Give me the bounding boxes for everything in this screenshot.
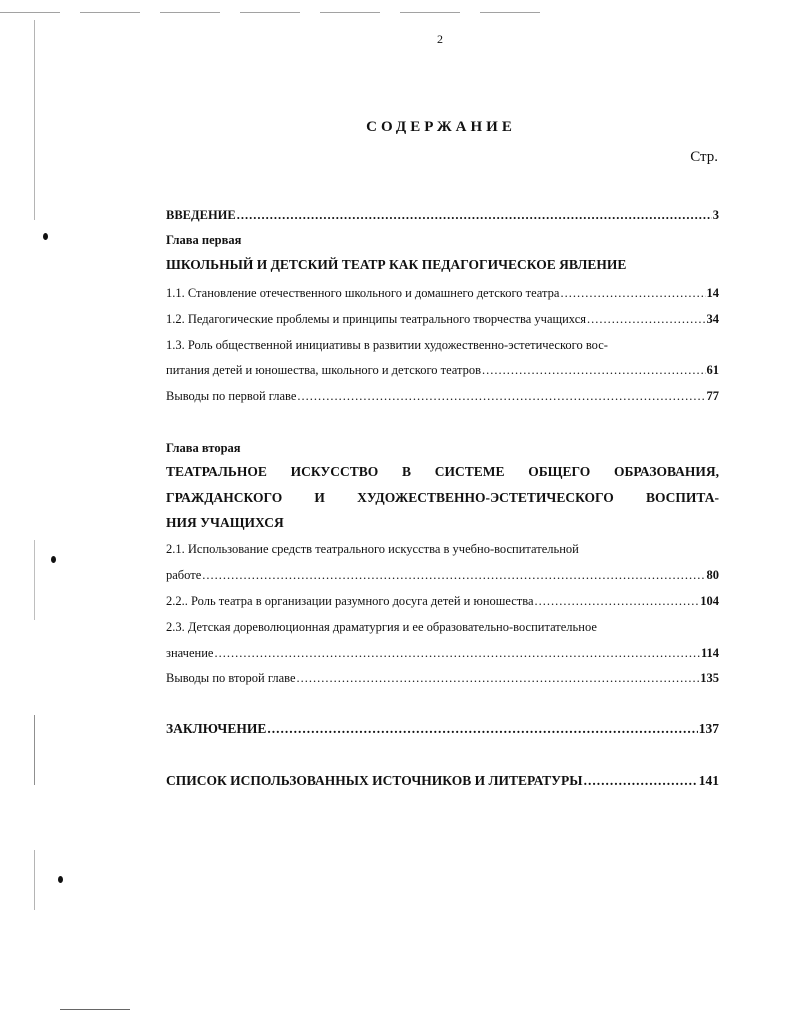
margin-line bbox=[34, 540, 35, 620]
margin-mark bbox=[58, 876, 63, 883]
page-number: 2 bbox=[437, 32, 443, 46]
chapter-label: Глава первая bbox=[166, 233, 242, 247]
dot-leader bbox=[297, 669, 700, 687]
chapter-title-line: ТЕАТРАЛЬНОЕ ИСКУССТВО В СИСТЕМЕ ОБЩЕГО ОБРАЗОВАНИЯ, bbox=[166, 464, 719, 479]
toc-entry-line: 1.3. Роль общественной инициативы в развитии художественно-эстетического вос- bbox=[166, 338, 608, 352]
scan-artifact-top bbox=[0, 12, 560, 13]
toc-entry[interactable]: 2.2.. Роль театра в организации разумного досуга детей и юношества ..... 104 bbox=[166, 592, 719, 610]
chapter-title: ШКОЛЬНЫЙ И ДЕТСКИЙ ТЕАТР КАК ПЕДАГОГИЧЕСКОЕ ЯВЛЕНИЕ bbox=[166, 257, 627, 272]
dot-leader bbox=[202, 566, 705, 584]
toc-entry[interactable]: 1.1. Становление отечественного школьного и домашнего детского театра ..... 14 bbox=[166, 284, 719, 302]
toc-entry-bibliography[interactable]: СПИСОК ИСПОЛЬЗОВАННЫХ ИСТОЧНИКОВ И ЛИТЕРАТУРЫ ..... 141 bbox=[166, 772, 719, 790]
margin-mark bbox=[51, 556, 56, 563]
toc-entry[interactable]: работе ..... 80 bbox=[166, 566, 719, 584]
toc-entry[interactable]: 1.2. Педагогические проблемы и принципы театрального творчества учащихся ..... 34 bbox=[166, 310, 719, 328]
toc-entry-intro[interactable]: ВВЕДЕНИЕ ..... 3 bbox=[166, 206, 719, 224]
toc-entry-line: 2.3. Детская дореволюционная драматургия и ее образовательно-воспитательное bbox=[166, 620, 597, 634]
toc-entry-line: 2.1. Использование средств театрального искусства в учебно-воспитательной bbox=[166, 542, 579, 556]
dot-leader bbox=[535, 592, 700, 610]
dot-leader bbox=[560, 284, 705, 302]
toc-entry[interactable]: питания детей и юношества, школьного и детского театров ..... 61 bbox=[166, 361, 719, 379]
margin-line bbox=[34, 715, 35, 785]
scan-artifact-bottom bbox=[60, 1009, 130, 1010]
dot-leader bbox=[587, 310, 706, 328]
toc-entry[interactable]: Выводы по первой главе ..... 77 bbox=[166, 387, 719, 405]
chapter-title-line: ГРАЖДАНСКОГО И ХУДОЖЕСТВЕННО-ЭСТЕТИЧЕСКОГО ВОСПИТА- bbox=[166, 490, 719, 505]
margin-line bbox=[34, 850, 35, 910]
dot-leader bbox=[214, 644, 700, 662]
dot-leader bbox=[297, 387, 705, 405]
dot-leader bbox=[584, 772, 698, 790]
toc-entry-conclusion[interactable]: ЗАКЛЮЧЕНИЕ ..... 137 bbox=[166, 720, 719, 738]
page-column-label: Стр. bbox=[690, 149, 718, 165]
margin-mark bbox=[43, 233, 48, 240]
dot-leader bbox=[237, 206, 712, 224]
toc-entry[interactable]: значение ..... 114 bbox=[166, 644, 719, 662]
toc-entry[interactable]: Выводы по второй главе ..... 135 bbox=[166, 669, 719, 687]
chapter-label: Глава вторая bbox=[166, 441, 241, 455]
chapter-title-line: НИЯ УЧАЩИХСЯ bbox=[166, 515, 284, 530]
dot-leader bbox=[482, 361, 705, 379]
dot-leader bbox=[267, 720, 697, 738]
page-title: СОДЕРЖАНИЕ bbox=[366, 119, 516, 135]
